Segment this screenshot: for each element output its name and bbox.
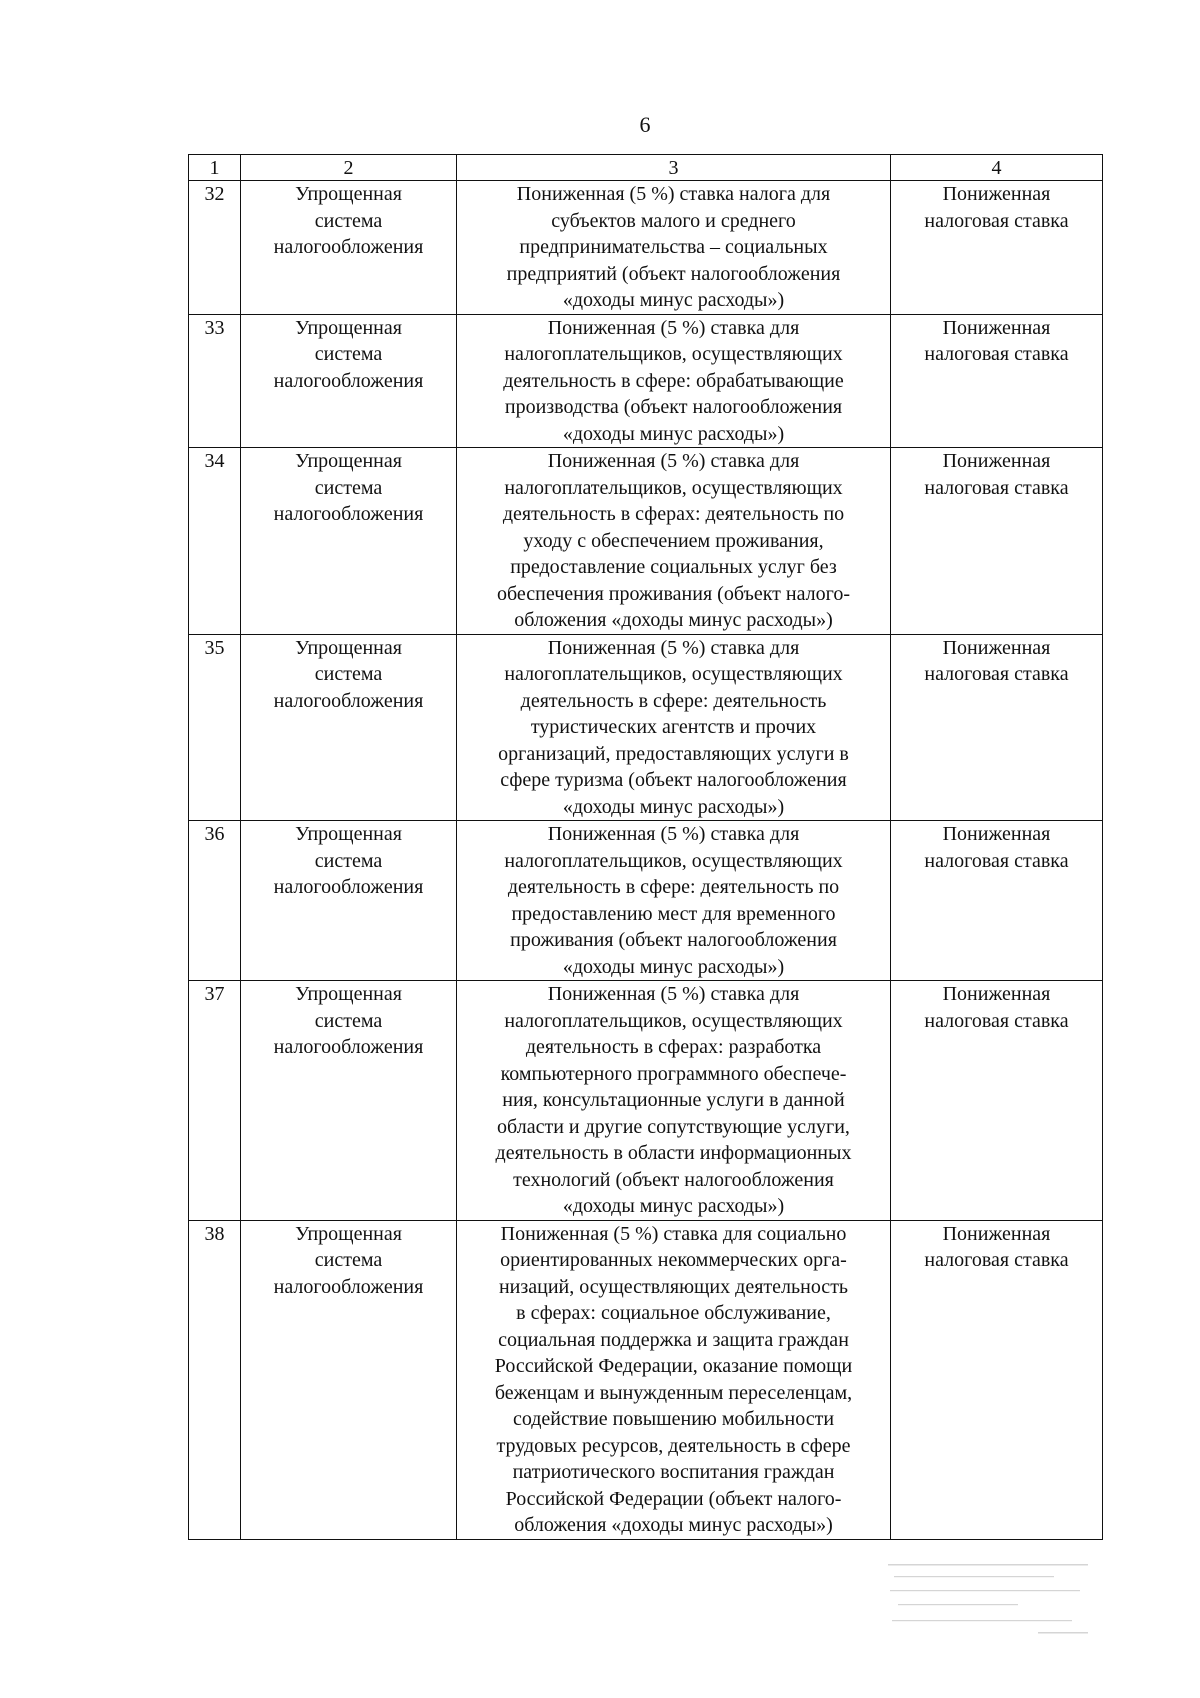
- benefit-description-cell: [457, 314, 891, 448]
- benefit-description-cell-line: «доходы минус расходы»): [562, 422, 785, 445]
- tax-regime-cell: [241, 314, 457, 448]
- tax-regime-cell-line: система: [314, 849, 383, 872]
- tax-regime-cell-line: налогообложения: [273, 236, 424, 258]
- page-number: 6: [639, 112, 651, 137]
- benefit-type-cell-line: Пониженная: [942, 183, 1051, 205]
- tax-regime-cell-line: Упрощенная: [295, 636, 402, 659]
- tax-regime-cell-line: Упрощенная: [295, 450, 402, 472]
- benefit-description-cell-line: налогоплательщиков, осуществляющих: [504, 849, 843, 872]
- benefit-description-cell-line: компьютерного программного обеспече-: [500, 1062, 847, 1085]
- benefit-description-cell-line: Пониженная (5 %) ставка налога для: [516, 183, 831, 205]
- benefit-type-cell: [891, 1220, 1103, 1539]
- benefit-description-cell-line: беженцам и вынужденным переселенцам,: [494, 1381, 853, 1404]
- table-header: [189, 155, 1103, 181]
- row-number: 33: [189, 314, 241, 448]
- benefit-type-cell-line: налоговая ставка: [924, 849, 1069, 872]
- benefit-type-cell-line: налоговая ставка: [924, 343, 1069, 365]
- tax-rates-table: [188, 154, 1103, 1540]
- benefit-description-cell-line: налогоплательщиков, осуществляющих: [504, 476, 843, 499]
- benefit-type-cell: [891, 981, 1103, 1221]
- header-col-4: 4: [891, 155, 1103, 181]
- benefit-description-cell-line: предоставлению мест для временного: [511, 902, 836, 925]
- benefit-type-cell: [891, 314, 1103, 448]
- tax-regime-cell: [241, 634, 457, 821]
- row-number: 34: [189, 448, 241, 635]
- benefit-description-cell-line: патриотического воспитания граждан: [512, 1461, 835, 1483]
- tax-regime-cell-line: система: [314, 1249, 383, 1271]
- benefit-description-cell-line: налогоплательщиков, осуществляющих: [504, 663, 843, 685]
- tax-regime-cell-line: Упрощенная: [295, 1222, 402, 1245]
- benefit-description-cell-line: «доходы минус расходы»): [562, 795, 785, 818]
- benefit-type-cell-line: налоговая ставка: [924, 1249, 1069, 1271]
- row-number: 38: [189, 1220, 241, 1539]
- benefit-type-cell-line: налоговая ставка: [924, 476, 1069, 499]
- benefit-description-cell-line: туристических агентств и прочих: [530, 716, 817, 738]
- benefit-description-cell-line: «доходы минус расходы»): [562, 1195, 785, 1217]
- tax-regime-cell-line: налогообложения: [273, 503, 424, 525]
- benefit-type-cell-line: Пониженная: [942, 1222, 1051, 1245]
- row-number: 35: [189, 634, 241, 821]
- benefit-type-cell: [891, 821, 1103, 981]
- benefit-description-cell-line: социальная поддержка и защита граждан: [498, 1328, 849, 1351]
- benefit-description-cell-line: налогоплательщиков, осуществляющих: [504, 1009, 843, 1032]
- tax-regime-cell: [241, 181, 457, 315]
- benefit-description-cell-line: Пониженная (5 %) ставка для: [547, 823, 800, 845]
- benefit-description-cell-line: Пониженная (5 %) ставка для: [547, 983, 800, 1005]
- table-row: [189, 1220, 1103, 1539]
- benefit-description-cell-line: предприятий (объект налогообложения: [506, 262, 841, 285]
- table-body: [189, 181, 1103, 1540]
- benefit-description-cell-line: технологий (объект налогообложения: [513, 1168, 834, 1191]
- benefit-description-cell-line: деятельность в сфере: обрабатывающие: [503, 369, 844, 392]
- tax-regime-cell-line: Упрощенная: [295, 823, 402, 845]
- header-col-2: 2: [241, 155, 457, 181]
- benefit-description-cell-line: налогоплательщиков, осуществляющих: [504, 343, 843, 365]
- table-row: [189, 821, 1103, 981]
- benefit-description-cell-line: трудовых ресурсов, деятельность в сфере: [496, 1434, 851, 1457]
- benefit-type-cell-line: Пониженная: [942, 450, 1051, 472]
- tax-regime-cell: [241, 448, 457, 635]
- benefit-description-cell: [457, 1220, 891, 1539]
- benefit-description-cell-line: Российской Федерации (объект налого-: [505, 1487, 842, 1510]
- tax-regime-cell-line: налогообложения: [273, 876, 424, 898]
- benefit-description-cell-line: деятельность в сферах: деятельность по: [502, 503, 845, 525]
- benefit-description-cell-line: ориентированных некоммерческих орга-: [500, 1249, 847, 1271]
- benefit-type-cell-line: Пониженная: [942, 316, 1051, 339]
- benefit-description-cell-line: Российской Федерации, оказание помощи: [494, 1355, 853, 1377]
- benefit-description-cell-line: «доходы минус расходы»): [562, 955, 785, 978]
- benefit-description-cell-line: деятельность в сфере: деятельность: [520, 689, 827, 712]
- tax-regime-cell-line: налогообложения: [273, 369, 424, 392]
- table-row: [189, 314, 1103, 448]
- benefit-description-cell-line: Пониженная (5 %) ставка для социально: [500, 1222, 847, 1245]
- benefit-description-cell-line: Пониженная (5 %) ставка для: [547, 316, 800, 339]
- tax-regime-cell: [241, 821, 457, 981]
- benefit-type-cell: [891, 181, 1103, 315]
- benefit-description-cell-line: субъектов малого и среднего: [551, 209, 796, 232]
- benefit-type-cell-line: налоговая ставка: [924, 1009, 1069, 1032]
- tax-regime-cell-line: система: [314, 343, 383, 365]
- benefit-description-cell-line: предоставление социальных услуг без: [510, 556, 837, 578]
- benefit-description-cell-line: деятельность в области информационных: [495, 1142, 852, 1164]
- table-row: [189, 634, 1103, 821]
- benefit-description-cell-line: в сферах: социальное обслуживание,: [516, 1302, 831, 1324]
- header-col-1: 1: [189, 155, 241, 181]
- tax-regime-cell: [241, 981, 457, 1221]
- benefit-description-cell-line: содействие повышению мобильности: [512, 1408, 835, 1430]
- table-row: [189, 448, 1103, 635]
- row-number: 32: [189, 181, 241, 315]
- header-col-3: 3: [457, 155, 891, 181]
- benefit-description-cell-line: производства (объект налогообложения: [504, 396, 843, 418]
- benefit-description-cell-line: сфере туризма (объект налогообложения: [500, 769, 847, 791]
- benefit-description-cell-line: обеспечения проживания (объект налого-: [496, 582, 851, 605]
- row-number: 36: [189, 821, 241, 981]
- tax-regime-cell: [241, 1220, 457, 1539]
- benefit-type-cell: [891, 448, 1103, 635]
- benefit-type-cell-line: налоговая ставка: [924, 663, 1069, 685]
- benefit-description-cell-line: области и другие сопутствующие услуги,: [497, 1115, 850, 1138]
- table-header-row: [189, 155, 1103, 181]
- tax-regime-cell-line: налогообложения: [273, 689, 424, 712]
- benefit-description-cell: [457, 448, 891, 635]
- benefit-type-cell: [891, 634, 1103, 821]
- benefit-type-cell-line: Пониженная: [942, 636, 1051, 659]
- benefit-description-cell: [457, 181, 891, 315]
- tax-regime-cell-line: система: [314, 1009, 383, 1032]
- benefit-description-cell-line: обложения «доходы минус расходы»): [514, 609, 833, 631]
- benefit-description-cell-line: деятельность в сферах: разработка: [525, 1036, 822, 1058]
- benefit-type-cell-line: Пониженная: [942, 823, 1051, 845]
- benefit-description-cell-line: низаций, осуществляющих деятельность: [498, 1275, 849, 1298]
- row-number: 37: [189, 981, 241, 1221]
- benefit-description-cell-line: деятельность в сфере: деятельность по: [507, 876, 840, 898]
- benefit-description-cell-line: организаций, предоставляющих услуги в: [498, 742, 849, 765]
- tax-regime-cell-line: система: [314, 209, 383, 232]
- scan-artifact: [888, 1560, 1098, 1640]
- benefit-description-cell-line: уходу с обеспечением проживания,: [523, 529, 824, 552]
- benefit-description-cell-line: Пониженная (5 %) ставка для: [547, 450, 800, 472]
- tax-regime-cell-line: Упрощенная: [295, 983, 402, 1005]
- benefit-type-cell-line: Пониженная: [942, 983, 1051, 1005]
- tax-regime-cell-line: налогообложения: [273, 1036, 424, 1058]
- tax-regime-cell-line: система: [314, 663, 383, 685]
- benefit-description-cell: [457, 821, 891, 981]
- benefit-description-cell-line: Пониженная (5 %) ставка для: [547, 636, 800, 659]
- benefit-description-cell-line: «доходы минус расходы»): [562, 289, 785, 311]
- benefit-description-cell: [457, 634, 891, 821]
- tax-regime-cell-line: система: [314, 476, 383, 499]
- benefit-description-cell-line: предпринимательства – социальных: [519, 236, 828, 258]
- benefit-description-cell-line: обложения «доходы минус расходы»): [514, 1514, 833, 1536]
- benefit-description-cell: [457, 981, 891, 1221]
- tax-regime-cell-line: Упрощенная: [295, 183, 402, 205]
- tax-regime-cell-line: налогообложения: [273, 1275, 424, 1298]
- benefit-description-cell-line: проживания (объект налогообложения: [510, 929, 837, 951]
- tax-regime-cell-line: Упрощенная: [295, 316, 402, 339]
- benefit-description-cell-line: ния, консультационные услуги в данной: [502, 1089, 845, 1111]
- table-row: [189, 181, 1103, 315]
- benefit-type-cell-line: налоговая ставка: [924, 209, 1069, 232]
- table-row: [189, 981, 1103, 1221]
